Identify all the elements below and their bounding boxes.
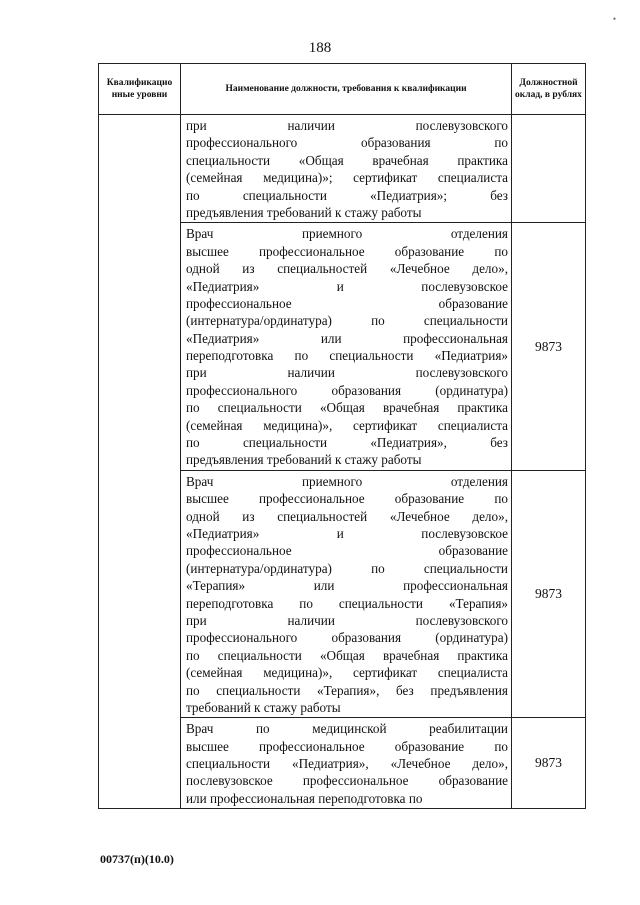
qualification-table [98,63,586,809]
description-line: или профессиональная переподготовка по [186,790,423,806]
description-line: высшее профессиональное образование по [186,738,508,754]
description-line: по специальности «Общая врачебная практика [186,400,508,416]
description-line: переподготовка по специальности «Терапия» [186,595,508,611]
description-line: переподготовка по специальности «Педиатрия» [186,348,508,364]
description-line: предъявления требований к стажу работы [186,452,422,468]
description-line: по специальности «Педиатрия», без [186,435,508,451]
description-line: по специальности «Терапия», без предъявления [186,682,508,698]
description-line: «Педиатрия» или профессиональная [186,330,508,346]
header-position: Наименование должности, требования к квалификации [181,64,512,115]
description-line: «Педиатрия» и послевузовское [186,278,508,294]
description-line: требований к стажу работы [186,699,341,715]
description-line: профессионального образования (ординатура) [186,630,508,646]
description-line: профессиональное образование [186,295,508,311]
description-line: по специальности «Педиатрия»; без [186,187,508,203]
description-line: послевузовское профессиональное образование [186,773,508,789]
description-line: (семейная медицина)», сертификат специалиста [186,417,508,433]
description-line: (интернатура/ординатура) по специальности [186,313,508,329]
position-description-cell [181,718,512,809]
header-level: Квалификацио нные уровни [99,64,181,115]
description-line: при наличии послевузовского [186,365,508,381]
description-line: (семейная медицина)», сертификат специалиста [186,665,508,681]
header-salary: Должностной оклад, в рублях [512,64,586,115]
description-line: предъявления требований к стажу работы [186,204,422,220]
description-line: высшее профессиональное образование по [186,491,508,507]
description-line: Врач приемного отделения [186,226,508,242]
table-header-row [99,64,586,115]
salary-cell: 9873 [512,470,586,717]
position-description-cell [181,115,512,223]
description-line: профессионального образования (ординатура) [186,382,508,398]
description-line: по специальности «Общая врачебная практика [186,647,508,663]
description-line: одной из специальностей «Лечебное дело», [186,508,508,524]
footer-document-code: 00737(п)(10.0) [100,852,174,866]
corner-scan-mark: • [612,14,616,24]
position-description-cell [181,223,512,470]
position-description-cell [181,470,512,717]
description-line: при наличии послевузовского [186,118,508,133]
description-line: одной из специальностей «Лечебное дело», [186,261,508,277]
qualification-level-cell [99,115,181,809]
description-line: профессионального образования по [186,135,508,151]
description-line: «Терапия» или профессиональная [186,578,508,594]
description-line: Врач приемного отделения [186,473,508,489]
description-line: «Педиатрия» и послевузовское [186,525,508,541]
description-line: (интернатура/ординатура) по специальности [186,560,508,576]
salary-cell: 9873 [512,223,586,470]
description-line: специальности «Педиатрия», «Лечебное дело», [186,756,508,772]
salary-cell [512,115,586,223]
description-line: высшее профессиональное образование по [186,243,508,259]
table-body [99,115,586,809]
description-line: профессиональное образование [186,543,508,559]
description-line: (семейная медицина)»; сертификат специалиста [186,170,508,186]
table-row [99,115,586,223]
description-line: специальности «Общая врачебная практика [186,152,508,168]
description-line: Врач по медицинской реабилитации [186,721,508,737]
salary-cell: 9873 [512,718,586,809]
page-number: 188 [308,40,332,56]
description-line: при наличии послевузовского [186,612,508,628]
